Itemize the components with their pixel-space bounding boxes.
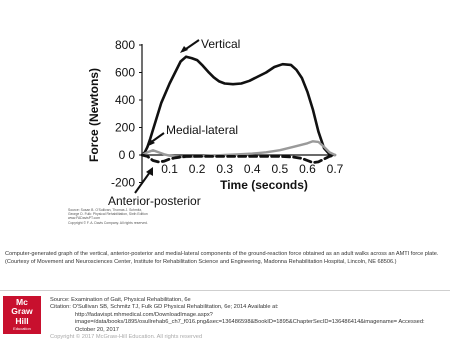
- annotation-anterior-posterior-label: Anterior-posterior: [108, 194, 201, 208]
- annotation-vertical: [180, 37, 240, 53]
- y-tick-label: 800: [114, 38, 135, 52]
- logo-line-3: Hill: [15, 315, 29, 326]
- series-layer: [142, 57, 335, 163]
- series-line-vertical: [142, 57, 335, 155]
- y-tick-label: 600: [114, 65, 135, 80]
- footer-copyright: Copyright © 2017 McGraw-Hill Education. All rights reserved: [50, 334, 203, 341]
- footer-citation-url[interactable]: http://fadavispt.mhmedical.com/DownloadImage.aspx?image=/data/books/1895/osullrehab6_ch7_f016.png&sec=136486598&BookID=1895&ChapterSecID=136486414&imagename= Accessed: October 20, 2017: [75, 311, 425, 333]
- annotation-medial-lateral-label: Medial-lateral: [166, 123, 239, 137]
- figure-source-credit: Source: Susan B. O'Sullivan, Thomas J. Schmitz, George D. Fulk: Physical Rehabilitation, Sixth Edition www.FADavisPT.com Copyright © F. A. Davis Company. All rights reserved.: [68, 208, 148, 225]
- x-tick-label: 0.2: [188, 162, 206, 176]
- logo-line-1: Mc: [16, 296, 28, 307]
- x-tick-label: 0.4: [243, 162, 261, 176]
- y-axis-label: Force (Newtons): [87, 67, 101, 163]
- footer-divider: [0, 290, 450, 291]
- x-tick-label: 0.7: [326, 162, 344, 176]
- figure-caption: Computer-generated graph of the vertical, anterior-posterior and medial-lateral components of the ground-reaction force obtained as an adult walks across an AMTI force plate. (Courtesy of Movement and Neurosciences Center, Institute for Rehabilitation Science and Engineering, Madonna Rehabilitation Hospital, Lincoln, NE 68506.): [5, 251, 439, 265]
- x-tick-label: 0.3: [216, 162, 234, 176]
- x-tick-label: 0: [118, 148, 126, 162]
- mcgraw-hill-education-logo: [3, 296, 41, 334]
- x-axis-label: Time (seconds): [220, 178, 308, 192]
- x-tick-label: 0.1: [161, 162, 178, 176]
- x-tick-label: 0.5: [271, 162, 289, 176]
- annotation-medial-lateral: [146, 123, 238, 147]
- x-tick-label: 0.6: [299, 162, 316, 176]
- logo-line-2: Graw: [11, 306, 33, 317]
- arrowhead-vertical: [180, 46, 188, 53]
- y-tick-label: 400: [114, 93, 135, 107]
- y-tick-label: 200: [114, 120, 135, 135]
- footer-source: Source: Examination of Gait, Physical Rehabilitation, 6e: [50, 297, 191, 303]
- citation-footer: [50, 297, 446, 341]
- logo-line-4: Education: [13, 326, 31, 332]
- y-tick-labels: [111, 38, 142, 190]
- footer-citation: Citation: O'Sullivan SB, Schmitz TJ, Fulk GD Physical Rehabilitation, 6e; 2014 Available at:: [50, 304, 279, 311]
- y-tick-label: 0: [128, 148, 135, 162]
- annotation-vertical-label: Vertical: [201, 37, 241, 51]
- y-tick-label: -200: [110, 175, 135, 190]
